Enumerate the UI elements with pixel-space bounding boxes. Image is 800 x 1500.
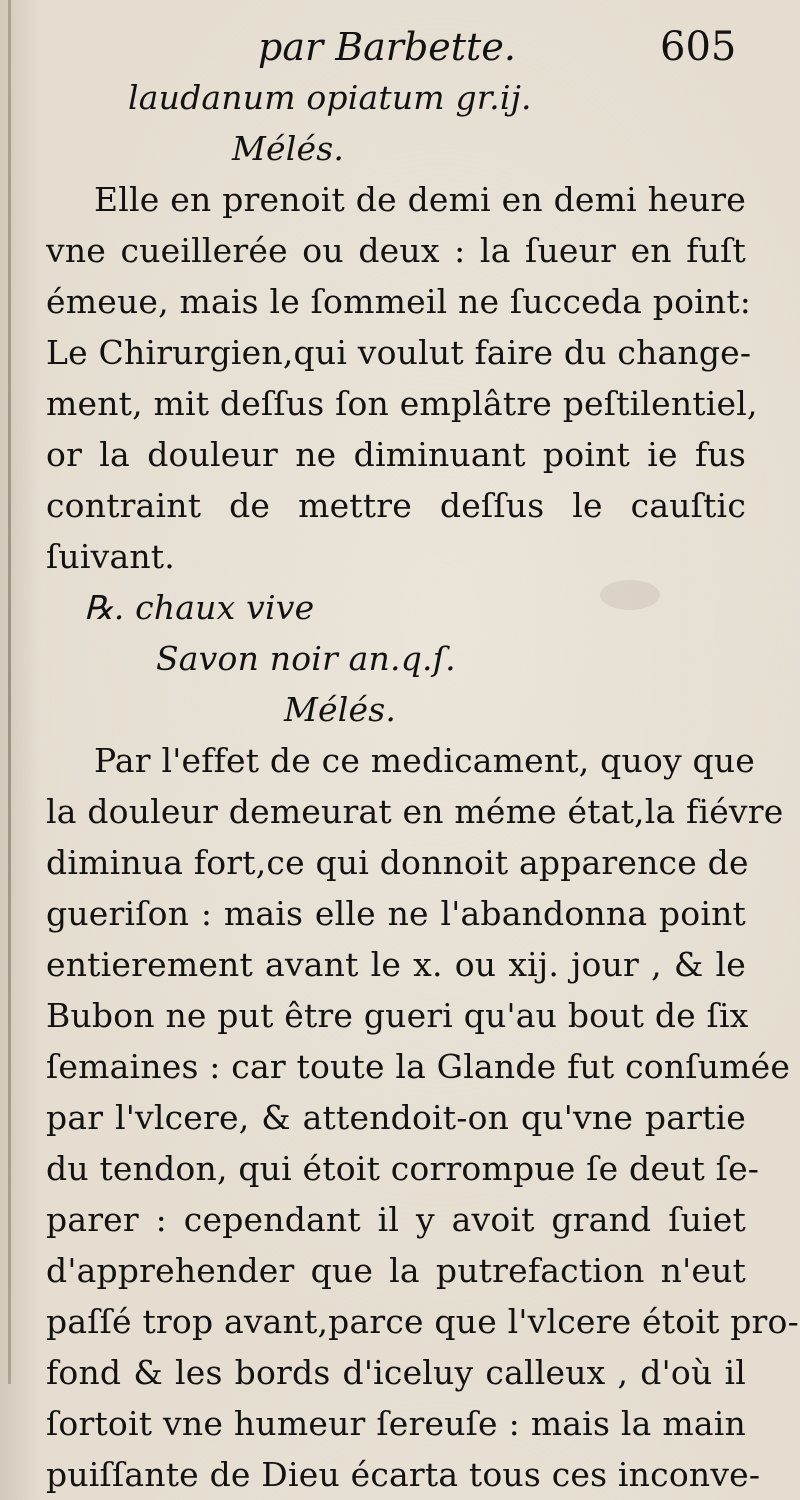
text-line: Le Chirurgien,qui voulut faire du change- — [46, 333, 752, 372]
page-number: 605 — [660, 24, 737, 70]
text-line: entierement avant le x. ou xij. jour , & le — [46, 945, 746, 984]
text-line: ſortoit vne humeur ſereuſe : mais la main — [46, 1404, 746, 1443]
text-line: paſſé trop avant,parce que l'vlcere étoit pro- — [46, 1302, 799, 1341]
recipe-line: Savon noir an.q.ſ. — [156, 639, 456, 678]
text-line: ſemaines : car toute la Glande fut conſumée — [46, 1047, 791, 1086]
text-line: du tendon, qui étoit corrompue ſe deut ſe- — [46, 1149, 760, 1188]
formula-instruction: Mélés. — [232, 129, 345, 168]
text-line: fond & les bords d'iceluy calleux , d'où il — [46, 1353, 746, 1392]
text-line: émeue, mais le ſommeil ne ſucceda point: — [46, 282, 752, 321]
text-line: or la douleur ne diminuant point ie fus — [46, 435, 746, 474]
text-line: par l'vlcere, & attendoit-on qu'vne partie — [46, 1098, 746, 1137]
formula-instruction: Mélés. — [284, 690, 397, 729]
page-header — [0, 22, 800, 72]
text-line: contraint de mettre deſſus le cauſtic — [46, 486, 746, 525]
body-text — [46, 72, 799, 1500]
text-line: puiſſante de Dieu écarta tous ces inconve- — [46, 1455, 761, 1494]
text-line: Bubon ne put être gueri qu'au bout de ſix — [46, 996, 749, 1035]
text-line: d'apprehender que la putrefaction n'eut — [46, 1251, 746, 1290]
text-line: vne cueillerée ou deux : la ſueur en fuſt — [46, 231, 746, 270]
text-line: parer : cependant il y avoit grand ſuiet — [46, 1200, 746, 1239]
running-head: par Barbette. — [258, 25, 516, 69]
text-line: Par l'effet de ce medicament, quoy que — [94, 741, 756, 780]
text-line: diminua fort,ce qui donnoit apparence de — [46, 843, 749, 882]
text-line: ment, mit deſſus ſon emplâtre peſtilentiel, — [46, 384, 758, 423]
recipe-line: ℞. chaux vive — [84, 588, 315, 627]
formula-line: laudanum opiatum gr.ij. — [128, 78, 532, 117]
text-line: Elle en prenoit de demi en demi heure — [94, 180, 746, 219]
text-line: la douleur demeurat en méme état,la fiévre — [46, 792, 784, 831]
text-line: ſuivant. — [46, 537, 175, 576]
text-line: gueriſon : mais elle ne l'abandonna point — [46, 894, 746, 933]
